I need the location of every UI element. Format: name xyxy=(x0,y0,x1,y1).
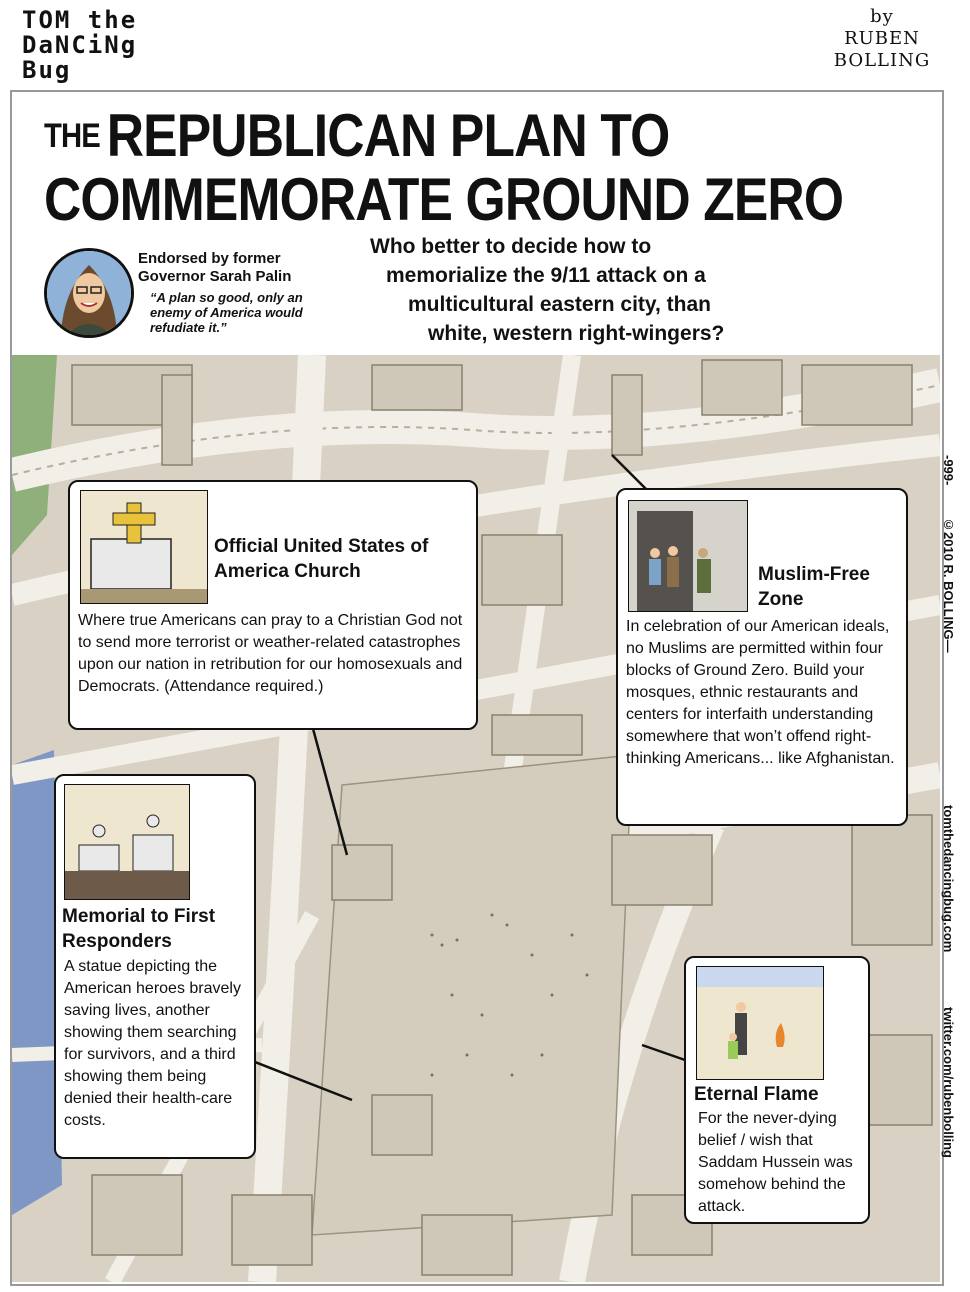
subhead-line-3: multicultural eastern city, than xyxy=(408,293,712,316)
responders-illustration xyxy=(64,784,190,900)
byline-first-name: RUBEN xyxy=(844,28,920,49)
strip-logo-line-1: TOM the xyxy=(22,6,138,34)
strip-number: -999- xyxy=(941,455,956,486)
church-body: Where true Americans can pray to a Christian God not to send more terrorist or weather-related catastrophes upon our nation in retribution for our homosexuals and Democrats. (Attendance required.) xyxy=(78,612,463,695)
muslim-free-body: In celebration of our American ideals, no Muslims are permitted within four blocks of Ground Zero. Build your mosques, ethnic restaurants and centers for interfaith understanding somewhere that won’t offend right-thinking Americans... like Afghanistan. xyxy=(626,618,895,767)
byline-by: by xyxy=(870,6,894,27)
title-line-1: REPUBLICAN PLAN TO xyxy=(106,102,670,169)
flame-illustration xyxy=(696,966,824,1080)
strip-logo-line-2: DaNCiNg xyxy=(22,31,138,59)
strip-logo xyxy=(22,8,192,83)
flame-title: Eternal Flame xyxy=(694,1084,819,1105)
subheadline xyxy=(360,232,830,348)
callout-first-responders xyxy=(54,774,256,1159)
title-line-2: COMMEMORATE GROUND ZERO xyxy=(44,166,844,233)
palin-portrait xyxy=(44,248,134,338)
subhead-line-2: memorialize the 9/11 attack on a xyxy=(386,264,706,287)
comic-title xyxy=(44,102,844,233)
website-credit: tomthedancingbug.com xyxy=(941,805,956,953)
callout-church xyxy=(68,480,478,730)
endorsement-heading: Endorsed by former Governor Sarah Palin xyxy=(138,250,292,285)
church-illustration xyxy=(80,490,208,604)
twitter-credit: twitter.com/rubenbolling xyxy=(941,1007,956,1158)
callout-muslim-free-zone xyxy=(616,488,908,826)
author-byline xyxy=(812,6,952,72)
side-credits xyxy=(935,455,965,1275)
subhead-line-1: Who better to decide how to xyxy=(370,235,652,258)
endorsement-quote: “A plan so good, only an enemy of America would refudiate it.” xyxy=(150,290,303,335)
church-title: Official United States of America Church xyxy=(214,536,429,582)
subhead-line-4: white, western right-wingers? xyxy=(428,322,725,345)
muslim-free-title: Muslim-Free Zone xyxy=(758,564,870,610)
strip-logo-line-3: Bug xyxy=(22,56,72,84)
muslim-free-illustration xyxy=(628,500,748,612)
copyright-notice: ©2010 R. BOLLING— xyxy=(941,517,956,653)
callout-eternal-flame xyxy=(684,956,870,1224)
responders-title: Memorial to First Responders xyxy=(62,906,216,952)
responders-body: A statue depicting the American heroes bravely saving lives, another showing them searching for survivors, and a third showing them being denied their health-care costs. xyxy=(64,958,241,1129)
title-the: THE xyxy=(44,117,100,155)
byline-last-name: BOLLING xyxy=(833,50,931,71)
flame-body: For the never-dying belief / wish that Saddam Hussein was somehow behind the attack. xyxy=(698,1110,853,1215)
